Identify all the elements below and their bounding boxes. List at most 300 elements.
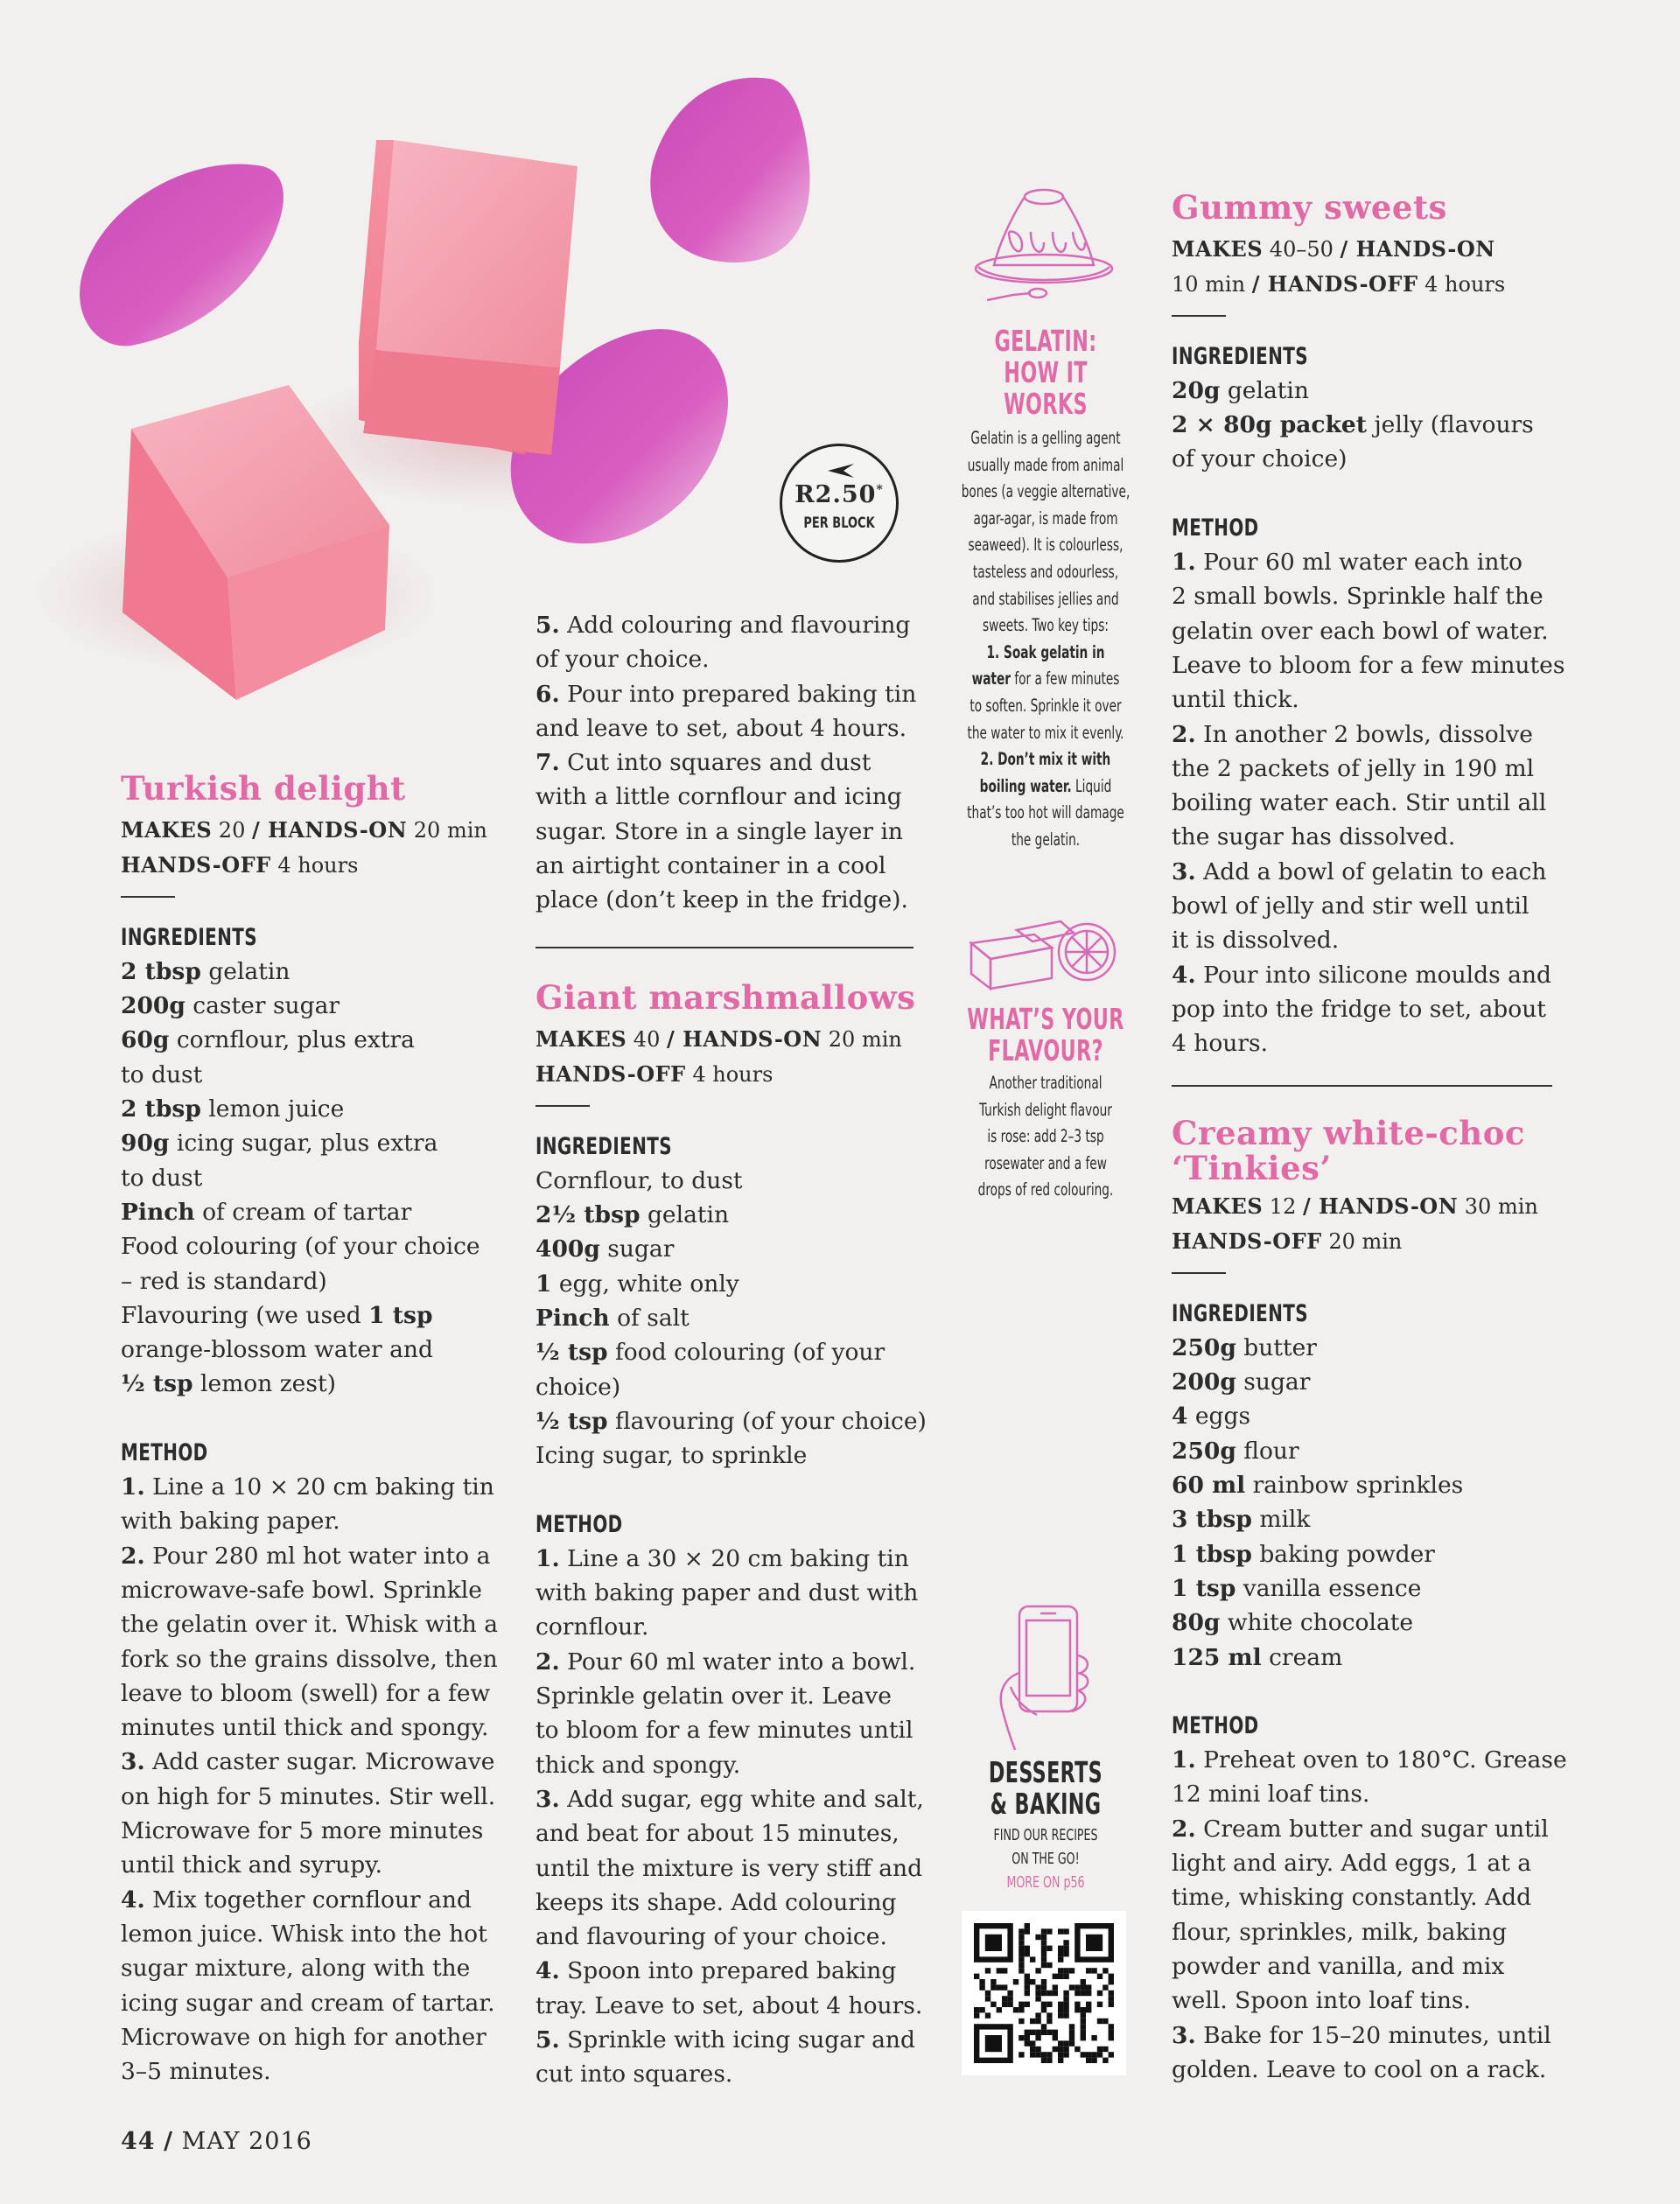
text: Preheat oven to 180°C. Grease (1195, 1746, 1567, 1774)
text: 20 min (822, 1027, 902, 1052)
text: until thick. (1172, 686, 1299, 714)
text-line (536, 883, 920, 917)
bold-text: HANDS-OFF (1172, 1228, 1322, 1255)
bold-text: HANDS-OFF (536, 1061, 686, 1088)
text-line (536, 1645, 920, 1679)
text-line (961, 746, 1131, 773)
text-line (536, 1198, 920, 1232)
text: Icing sugar, to sprinkle (536, 1442, 808, 1470)
recipe-title-line: Creamy white-choc (1172, 1114, 1525, 1152)
text: gelatin (200, 957, 290, 985)
text: Microwave on high for another (121, 2023, 486, 2051)
recipe-meta (1172, 232, 1565, 303)
text: choice) (536, 1373, 621, 1401)
text-line (961, 1177, 1131, 1204)
text: rainbow sprinkles (1245, 1472, 1464, 1500)
text-line (961, 1123, 1131, 1151)
text-line (1172, 820, 1565, 854)
text-line (536, 2057, 920, 2091)
bold-text: ½ tsp (536, 1407, 608, 1435)
sidebar-title (963, 1004, 1128, 1067)
text: gelatin (640, 1201, 730, 1229)
text: 4 hours (685, 1062, 774, 1088)
text: agar-agar, is made from (973, 507, 1118, 528)
text: of your choice) (1172, 445, 1348, 473)
text-line (121, 813, 497, 848)
text: and flavouring of your choice. (536, 1923, 887, 1951)
text: baking powder (1251, 1540, 1435, 1568)
text-line (1172, 923, 1565, 957)
plane-icon (826, 462, 856, 479)
sidebar-title-line: FLAVOUR? (988, 1033, 1103, 1067)
tinkies-recipe (1172, 1116, 1565, 2087)
bold-text: / HANDS-ON (1302, 1193, 1459, 1219)
recipe-title (1172, 1116, 1565, 1186)
text-line (1172, 1915, 1565, 1949)
text: eggs (1187, 1403, 1251, 1431)
text-line (1172, 1846, 1565, 1880)
ingredients-list (1172, 374, 1565, 477)
text-line (121, 1951, 497, 1985)
bold-text: 2. Don’t mix it with (980, 749, 1111, 770)
bold-text: 1. (1172, 549, 1196, 577)
text-line (1172, 786, 1565, 820)
bold-text: 5. (536, 2026, 560, 2054)
text-line (961, 720, 1131, 747)
text: seaweed). It is colourless, (968, 535, 1124, 556)
text: tray. Leave to set, about 4 hours. (536, 1991, 923, 2019)
text: until thick and syrupy. (121, 1851, 383, 1879)
method-heading: METHOD (1172, 514, 1259, 542)
bold-text: 4. (536, 1957, 560, 1985)
text: boiling water each. Stir until all (1172, 789, 1547, 817)
text-line (536, 677, 920, 711)
text: 20 min (407, 818, 487, 843)
text-line (961, 425, 1131, 452)
text: Sprinkle gelatin over it. Leave (536, 1683, 892, 1711)
price-amount: R2.50 (794, 481, 877, 508)
text-line (961, 666, 1131, 693)
text-line (536, 1610, 920, 1644)
text: Add sugar, egg white and salt, (559, 1785, 924, 1813)
method-heading: METHOD (121, 1438, 208, 1466)
bold-text: 3. (1172, 857, 1196, 885)
bold-text: 1 (536, 1270, 552, 1298)
text-line (1172, 1743, 1565, 1777)
issue-date: MAY 2016 (181, 2128, 312, 2155)
bold-text: 3 tbsp (1172, 1506, 1252, 1534)
text-line (1172, 2053, 1565, 2087)
text: Bake for 15–20 minutes, until (1195, 2021, 1551, 2049)
bold-text: 1 tsp (1172, 1574, 1236, 1602)
ingredients-heading: INGREDIENTS (1172, 342, 1309, 370)
method-steps (536, 1542, 924, 2092)
text: white chocolate (1220, 1609, 1414, 1637)
bold-text: / HANDS-ON (251, 817, 408, 843)
text: of your choice. (536, 646, 710, 674)
text: to bloom for a few minutes until (536, 1717, 914, 1745)
text: flour (1236, 1437, 1299, 1465)
text-line (121, 1264, 497, 1298)
text-line (536, 608, 920, 642)
text-line (536, 1404, 927, 1438)
text-line (961, 452, 1131, 479)
ingredients-list (1172, 1331, 1565, 1675)
text-line (536, 1057, 920, 1092)
text: Sprinkle with icing sugar and (559, 2026, 915, 2054)
text-line (121, 1607, 497, 1641)
text: drops of red colouring. (977, 1179, 1114, 1200)
text-line (1172, 1026, 1565, 1060)
text-line (536, 2023, 920, 2057)
text: fork so the grains dissolve, then (121, 1645, 498, 1673)
text: rosewater and a few (984, 1152, 1107, 1173)
text: Flavouring (we used (121, 1301, 369, 1329)
sidebar-title-line: & BAKING (990, 1787, 1102, 1821)
text: the gelatin over it. Whisk with a (121, 1611, 498, 1639)
bold-text: / HANDS-ON (1340, 236, 1495, 262)
text-line (121, 1780, 497, 1814)
text-line (536, 1989, 923, 2023)
text-line (961, 827, 1131, 854)
text-line (1172, 442, 1565, 476)
short-divider (121, 896, 175, 898)
text: Line a 30 × 20 cm baking tin (559, 1544, 909, 1572)
ingredients-heading: INGREDIENTS (1172, 1299, 1309, 1327)
text: Cut into squares and dust (559, 749, 872, 777)
bold-text: MAKES (536, 1026, 627, 1052)
text-line (1172, 717, 1565, 752)
text-line (121, 955, 497, 989)
sidebar-title-line: GELATIN: (994, 324, 1097, 358)
turkish-delight-icon (964, 908, 1122, 996)
text-line (1172, 1502, 1565, 1536)
bold-text: 4. (121, 1886, 145, 1914)
text: jelly (flavours (1367, 411, 1534, 439)
flavour-sidebar (936, 1004, 1155, 1204)
text-line (536, 1816, 920, 1851)
sidebar-body (961, 1070, 1131, 1204)
promo-line: FIND OUR RECIPES (993, 1826, 1098, 1844)
method-heading: METHOD (1172, 1711, 1259, 1739)
text-line (536, 1748, 920, 1782)
text: gelatin over each bowl of water. (1172, 617, 1549, 645)
text-line (121, 2054, 497, 2089)
text: Cornflour, to dust (536, 1166, 743, 1194)
text-line (1172, 648, 1565, 682)
bold-text: 2 tbsp (121, 1095, 201, 1123)
short-divider (536, 1105, 590, 1107)
text: flavouring (of your choice) (607, 1407, 927, 1435)
text-line (1172, 1399, 1565, 1433)
text: caster sugar (185, 992, 340, 1020)
text: Leave to bloom for a few minutes (1172, 651, 1565, 679)
text-line (121, 1848, 497, 1882)
text: Pour 60 ml water each into (1195, 549, 1523, 577)
text: and leave to set, about 4 hours. (536, 714, 907, 742)
text-line (536, 1022, 920, 1057)
text: minutes until thick and spongy. (121, 1714, 489, 1742)
text: bowl of jelly and stir well until (1172, 892, 1530, 920)
text-line (1172, 1641, 1565, 1675)
text-line (121, 1229, 497, 1263)
bold-text: 60g (121, 1026, 170, 1054)
text-line (536, 1335, 920, 1369)
bold-text: 125 ml (1172, 1643, 1262, 1671)
bold-text: 1. Soak gelatin in (986, 641, 1105, 662)
qr-code[interactable] (962, 1911, 1126, 2075)
text: Pour 280 ml hot water into a (144, 1542, 491, 1570)
bold-text: 3. (121, 1748, 145, 1776)
text: cornflour. (536, 1613, 649, 1641)
page-number: 44 (121, 2128, 156, 2155)
text: lemon juice. Whisk into the hot (121, 1920, 487, 1948)
text: the 2 packets of jelly in 190 ml (1172, 754, 1535, 782)
text: pop into the fridge to set, about (1172, 995, 1546, 1023)
text-line (536, 745, 920, 780)
bold-text: ½ tsp (536, 1339, 608, 1367)
text-line (536, 1576, 920, 1610)
bold-text: 200g (1172, 1368, 1236, 1396)
text-line (1172, 545, 1565, 579)
text: 4 hours (270, 853, 359, 878)
text-line (121, 1367, 497, 1401)
text: flour, sprinkles, milk, baking (1172, 1918, 1508, 1946)
text: 4 hours (1418, 272, 1506, 297)
text: to dust (121, 1060, 203, 1088)
text-line (121, 2020, 497, 2054)
section-divider (536, 947, 914, 948)
bold-text: 2½ tbsp (536, 1201, 640, 1229)
price-unit: PER BLOCK (803, 514, 875, 532)
text-line (1172, 889, 1565, 923)
text: 20 (212, 818, 252, 843)
text: 2 small bowls. Sprinkle half the (1172, 583, 1544, 611)
text-line (961, 479, 1131, 506)
text: Gelatin is a gelling agent (970, 428, 1121, 448)
bold-text: 3. (1172, 2021, 1196, 2049)
text: Spoon into prepared baking (559, 1957, 897, 1985)
jelly-mould-icon (961, 179, 1127, 315)
bold-text: MAKES (1172, 236, 1264, 262)
text-line (121, 989, 497, 1023)
text: cut into squares. (536, 2061, 733, 2089)
sidebar-body (961, 1823, 1131, 1894)
text: place (don’t keep in the fridge). (536, 886, 908, 914)
text-line (536, 1920, 920, 1954)
text: the water to mix it evenly. (967, 722, 1124, 743)
text-line (1172, 1365, 1565, 1399)
footer-separator: / (164, 2128, 174, 2155)
text-line (536, 1232, 920, 1266)
text: the sugar has dissolved. (1172, 823, 1456, 851)
recipe-title: Giant marshmallows (536, 978, 916, 1017)
text: it is dissolved. (1172, 927, 1340, 955)
sidebar-title-line: HOW IT WORKS (1004, 355, 1088, 421)
bold-text: 6. (536, 680, 560, 708)
short-divider (1172, 1272, 1226, 1274)
bold-text: 80g (1172, 1609, 1221, 1637)
text: thick and spongy. (536, 1751, 741, 1779)
bold-text: 1 tbsp (1172, 1540, 1252, 1568)
text-line (121, 1161, 497, 1195)
text: milk (1251, 1506, 1311, 1534)
text-line (121, 1711, 497, 1745)
bold-text: 2. (536, 1648, 560, 1676)
text-line (121, 1470, 497, 1504)
text-line (121, 1986, 497, 2020)
text-line (1172, 752, 1565, 786)
text-line (1172, 232, 1565, 267)
text: sugar (599, 1235, 675, 1263)
text: 20 min (1321, 1229, 1403, 1255)
text-line (121, 1814, 497, 1848)
text: Turkish delight flavour (979, 1099, 1112, 1120)
text-line (1172, 1224, 1565, 1259)
text: and beat for about 15 minutes, (536, 1820, 900, 1848)
text: Liquid (1071, 775, 1112, 796)
text: lemon zest) (192, 1370, 336, 1398)
text: to dust (121, 1164, 203, 1192)
text-line (961, 640, 1131, 667)
text: light and airy. Add eggs, 1 at a (1172, 1850, 1532, 1878)
text-line (536, 1542, 920, 1576)
text-line (121, 1333, 497, 1367)
sidebar-title-line: DESSERTS (988, 1755, 1103, 1789)
bold-text: ½ tsp (121, 1370, 193, 1398)
text: Pour into silicone moulds and (1195, 961, 1551, 989)
text: Food colouring (of your choice (121, 1233, 480, 1261)
text-line (1172, 1606, 1565, 1640)
text-line (1172, 992, 1565, 1026)
price-value (782, 481, 896, 508)
text: that’s too hot will damage (967, 802, 1124, 823)
gummy-sweets-recipe (1172, 188, 1565, 1061)
text: leave to bloom (swell) for a few (121, 1679, 491, 1707)
text-line (536, 711, 920, 745)
text: 4 hours. (1172, 1030, 1269, 1058)
bold-text: 2. (121, 1542, 145, 1570)
bold-text: 1 tsp (368, 1301, 433, 1329)
text-line (121, 1539, 497, 1573)
text: with baking paper. (121, 1508, 340, 1536)
text-line (1172, 855, 1565, 889)
text-line (121, 1504, 497, 1538)
text-line (1172, 267, 1565, 302)
text: sugar. Store in a single layer in (536, 817, 904, 845)
page-footer (121, 2128, 312, 2155)
promo-line: ON THE GO! (1012, 1850, 1080, 1868)
text-line (961, 586, 1131, 613)
text: to soften. Sprinkle it over (970, 695, 1122, 716)
text-line (536, 1267, 920, 1301)
text-line (1172, 408, 1565, 442)
text: Another traditional (989, 1073, 1102, 1093)
text-line (1172, 1777, 1565, 1811)
text: 12 (1263, 1194, 1303, 1219)
text: of cream of tartar (194, 1198, 412, 1226)
text-line (961, 1151, 1131, 1178)
text-line (536, 849, 920, 883)
text: and stabilises jellies and (972, 588, 1119, 609)
promo-sidebar (936, 1757, 1155, 1894)
promo-link[interactable]: MORE ON p56 (1006, 1873, 1085, 1892)
method-steps (1172, 1743, 1565, 2087)
text: powder and vanilla, and mix (1172, 1952, 1505, 1980)
text-line (121, 1023, 497, 1057)
sidebar-title-line: WHAT’S YOUR (967, 1002, 1124, 1036)
turkish-delight-recipe (121, 769, 497, 2089)
text: cornflour, plus extra (169, 1026, 415, 1054)
recipe-title: Gummy sweets (1172, 188, 1447, 227)
bold-text: 4 (1172, 1403, 1188, 1431)
gelatin-sidebar (936, 325, 1155, 854)
text: time, whisking constantly. Add (1172, 1884, 1532, 1912)
bold-text: 250g (1172, 1333, 1236, 1361)
text: 40 (626, 1027, 667, 1052)
text-line (961, 506, 1131, 533)
text: gelatin (1220, 376, 1309, 404)
text-line (121, 1745, 497, 1779)
bold-text: 2. (1172, 1815, 1196, 1843)
text: keeps its shape. Add colouring (536, 1888, 897, 1916)
bold-text: Pinch (536, 1305, 610, 1333)
text: with baking paper and dust with (536, 1579, 919, 1607)
text-line (1172, 682, 1565, 717)
text-line (536, 1782, 924, 1816)
text-line (121, 1883, 497, 1917)
text: until the mixture is very stiff and (536, 1854, 923, 1882)
recipe-meta (1172, 1189, 1565, 1260)
ingredients-list (121, 955, 497, 1402)
bold-text: Pinch (121, 1198, 195, 1226)
bold-text: HANDS-OFF (121, 852, 271, 878)
text-line (1172, 1537, 1565, 1571)
text-line (1172, 1984, 1565, 2018)
price-badge (780, 444, 899, 563)
text: 40–50 (1263, 237, 1340, 262)
text-line (121, 1917, 497, 1951)
text: icing sugar, plus extra (169, 1130, 438, 1158)
bold-text: 1. (536, 1544, 560, 1572)
text-line (961, 1097, 1131, 1124)
short-divider (1172, 315, 1226, 317)
text-line (1172, 579, 1565, 613)
text: the gelatin. (1011, 829, 1081, 850)
text-line (121, 1642, 497, 1676)
bold-text: 7. (536, 749, 560, 777)
text: – red is standard) (121, 1267, 327, 1295)
text-line (1172, 1434, 1565, 1468)
text: Microwave for 5 more minutes (121, 1817, 484, 1845)
bold-text: 20g (1172, 376, 1221, 404)
text-line (961, 559, 1131, 586)
bold-text: / HANDS-ON (666, 1026, 822, 1052)
text: orange-blossom water and (121, 1336, 433, 1364)
bold-text: boiling water. (979, 775, 1072, 796)
text: Add colouring and flavouring (559, 612, 911, 639)
text: Add caster sugar. Microwave (144, 1748, 495, 1776)
recipe-meta (536, 1022, 920, 1093)
sidebar-body (961, 425, 1131, 854)
text-line (1172, 1468, 1565, 1502)
method-heading: METHOD (536, 1510, 623, 1538)
text-line (1172, 374, 1565, 408)
text-line (1172, 2019, 1565, 2053)
sidebar-title (963, 325, 1128, 420)
text-line (961, 693, 1131, 720)
text: vanilla essence (1236, 1574, 1422, 1602)
